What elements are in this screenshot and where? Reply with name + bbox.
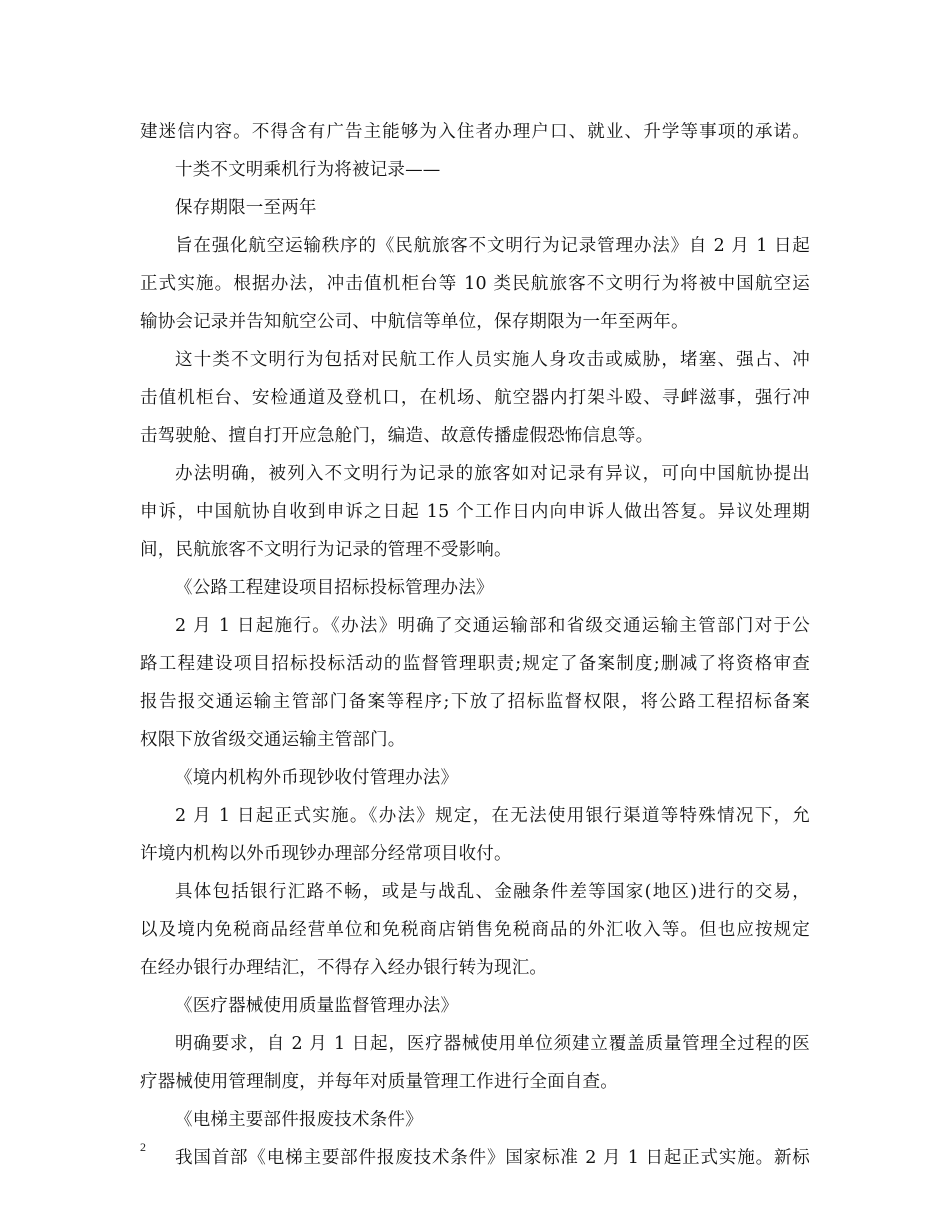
page-number: 2 [140,1140,146,1154]
text-line: 疗器械使用管理制度，并每年对质量管理工作进行全面自查。 [140,1072,618,1092]
section-heading: 《境内机构外币现钞收付管理办法》 [175,768,459,788]
text-line: 击驾驶舱、擅自打开应急舱门，编造、故意传播虚假恐怖信息等。 [140,426,654,446]
section-subheading: 保存期限一至两年 [175,198,317,218]
text-line: 2 月 1 日起施行。《办法》明确了交通运输部和省级交通运输主管部门对于公 [175,616,810,636]
text-line: 旨在强化航空运输秩序的《民航旅客不文明行为记录管理办法》自 2 月 1 日起 [175,236,810,256]
section-heading: 《医疗器械使用质量监督管理办法》 [175,996,459,1016]
text-line: 许境内机构以外币现钞办理部分经常项目收付。 [140,844,512,864]
text-line: 我国首部《电梯主要部件报废技术条件》国家标准 2 月 1 日起正式实施。新标 [175,1148,810,1168]
text-line: 申诉，中国航协自收到申诉之日起 15 个工作日内向申诉人做出答复。异议处理期 [140,502,810,522]
text-line: 具体包括银行汇路不畅，或是与战乱、金融条件差等国家(地区)进行的交易， [175,882,810,902]
text-line: 间，民航旅客不文明行为记录的管理不受影响。 [140,540,512,560]
section-heading: 十类不文明乘机行为将被记录—— [175,160,441,180]
text-line: 正式实施。根据办法，冲击值机柜台等 10 类民航旅客不文明行为将被中国航空运 [140,274,810,294]
text-line: 这十类不文明行为包括对民航工作人员实施人身攻击或威胁，堵塞、强占、冲 [175,350,810,370]
text-line: 以及境内免税商品经营单位和免税商店销售免税商品的外汇收入等。但也应按规定 [140,920,810,940]
text-line: 明确要求，自 2 月 1 日起，医疗器械使用单位须建立覆盖质量管理全过程的医 [175,1034,810,1054]
text-line: 建迷信内容。不得含有广告主能够为入住者办理户口、就业、升学等事项的承诺。 [140,122,810,142]
document-body [140,113,810,1177]
text-line: 输协会记录并告知航空公司、中航信等单位，保存期限为一年至两年。 [140,312,689,332]
text-line: 在经办银行办理结汇，不得存入经办银行转为现汇。 [140,958,548,978]
text-line: 2 月 1 日起正式实施。《办法》规定，在无法使用银行渠道等特殊情况下，允 [175,806,810,826]
text-line: 路工程建设项目招标投标活动的监督管理职责;规定了备案制度;删减了将资格审查 [140,654,810,674]
text-line: 击值机柜台、安检通道及登机口，在机场、航空器内打架斗殴、寻衅滋事，强行冲 [140,388,810,408]
text-line: 报告报交通运输主管部门备案等程序;下放了招标监督权限，将公路工程招标备案 [140,692,810,712]
section-heading: 《公路工程建设项目招标投标管理办法》 [175,578,494,598]
section-heading: 《电梯主要部件报废技术条件》 [175,1110,423,1130]
text-line: 办法明确，被列入不文明行为记录的旅客如对记录有异议，可向中国航协提出 [175,464,810,484]
text-line: 权限下放省级交通运输主管部门。 [140,730,406,750]
